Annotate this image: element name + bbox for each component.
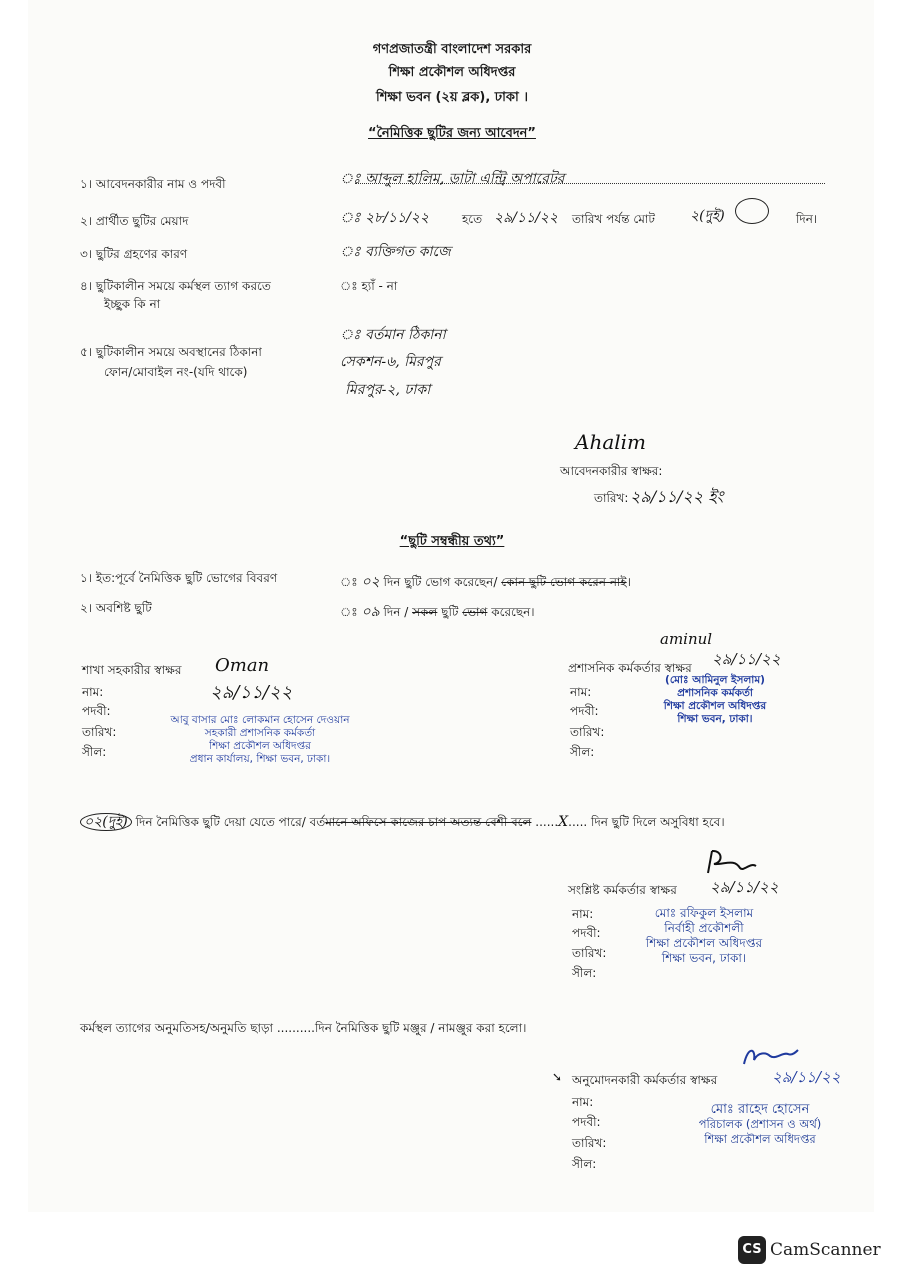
applicant-date: ২৯/১১/২২ ইং	[630, 487, 724, 506]
stamp-designation: প্রশাসনিক কর্মকর্তা	[677, 687, 753, 699]
leave-taken-text: দিন ছুটি ভোগ করেছেন/	[383, 575, 498, 589]
remaining-strike-2: ভোগ	[462, 605, 488, 619]
recommendation-line	[80, 810, 725, 834]
concerned-officer-signature	[700, 848, 760, 878]
q3-answer: ঃ ব্যক্তিগত কাজে	[340, 244, 451, 260]
admin-officer-sig-label: প্রশাসনিক কর্মকর্তার স্বাক্ষর	[568, 661, 692, 675]
approver-seal-label: সীল:	[572, 1157, 597, 1171]
leave-taken-count: ০২	[361, 574, 380, 590]
concerned-officer-designation-label: পদবী:	[572, 926, 601, 940]
stamp-office: শিক্ষা প্রকৌশল অধিদপ্তর	[663, 700, 767, 712]
approver-sig-date: ২৯/১১/২২	[772, 1068, 841, 1086]
leave-history-prefix: ঃ	[340, 575, 358, 589]
remaining-text-2: ছুটি	[441, 605, 459, 619]
recommendation-strike: মানে অফিসে কাজের চাপ অত্যন্ত বেশী বলে	[325, 815, 532, 829]
concerned-officer-stamp	[614, 906, 794, 966]
section-assistant-sig-label: শাখা সহকারীর স্বাক্ষর	[82, 663, 182, 677]
admin-officer-date-label: তারিখ:	[570, 725, 605, 739]
stamp-office: শিক্ষা প্রকৌশল অধিদপ্তর	[704, 1132, 816, 1146]
stamp-address: শিক্ষা ভবন, ঢাকা।	[661, 951, 747, 965]
q2-total-days: ২(দুই)	[690, 208, 725, 224]
q2-to-date: ২৯/১১/২২	[494, 210, 558, 226]
recommendation-text-1: দিন নৈমিত্তিক ছুটি দেয়া যেতে পারে/ বর্ত	[135, 815, 326, 829]
sanction-line: কর্মস্থল ত্যাগের অনুমতিসহ/অনুমতি ছাড়া ..........দিন নৈমিত্তিক ছুটি মঞ্জুর / নামঞ্জুর করা হলো।	[80, 1021, 527, 1035]
stamp-designation: পরিচালক (প্রশাসন ও অর্থ)	[698, 1117, 822, 1131]
camscanner-label: CamScanner	[770, 1240, 881, 1260]
remaining-strike-1: সকল	[412, 605, 438, 619]
applicant-signature-label: আবেদনকারীর স্বাক্ষর:	[560, 464, 663, 478]
q2-to-label: তারিখ পর্যন্ত মোট	[572, 212, 655, 226]
concerned-officer-date-label: তারিখ:	[572, 946, 607, 960]
q1-answer: ঃ আব্দুল হালিম, ডাটা এন্ট্রি অপারেটর	[340, 171, 565, 187]
recommendation-dots: ......	[535, 815, 559, 829]
stamp-address: শিক্ষা ভবন, ঢাকা।	[677, 713, 753, 725]
admin-officer-name-label: নাম:	[570, 685, 592, 699]
stamp-designation: সহকারী প্রশাসনিক কর্মকর্তা	[204, 727, 316, 739]
recommendation-text-3: ..... দিন ছুটি দিলে অসুবিধা হবে।	[568, 815, 725, 829]
stamp-name: মোঃ রাহেদ হোসেন	[710, 1102, 810, 1117]
concerned-officer-seal-label: সীল:	[572, 966, 597, 980]
approver-name-label: নাম:	[572, 1095, 594, 1109]
admin-officer-signature: aminul	[660, 630, 713, 648]
stamp-designation: নির্বাহী প্রকৌশলী	[664, 921, 744, 935]
q2-days-unit: দিন।	[796, 212, 818, 226]
remaining-leave-value	[340, 600, 535, 624]
applicant-signature: Ahalim	[575, 430, 647, 454]
q5-label-line2: ফোন/মোবাইল নং-(যদি থাকে)	[104, 365, 248, 379]
q4-answer: ঃ হ্যাঁ - না	[340, 279, 398, 293]
leave-history-end: ।	[626, 575, 631, 589]
section-assistant-seal-label: সীল:	[82, 745, 107, 759]
q1-label: ১। আবেদনকারীর নাম ও পদবী	[80, 177, 226, 191]
q2-circle-mark	[735, 198, 769, 224]
remaining-count: ০৯	[361, 604, 380, 620]
remaining-text: দিন /	[383, 605, 409, 619]
applicant-date-label: তারিখ:	[594, 491, 629, 505]
stamp-name: আবু বাসার মোঃ লোকমান হোসেন দেওয়ান	[170, 714, 350, 726]
approver-date-label: তারিখ:	[572, 1136, 607, 1150]
stamp-office: শিক্ষা প্রকৌশল অধিদপ্তর	[645, 936, 763, 950]
concerned-officer-sig-date: ২৯/১১/২২	[710, 878, 779, 896]
section-assistant-stamp	[160, 714, 360, 766]
q2-from-date: ঃ ২৮/১১/২২	[340, 210, 430, 226]
section-assistant-designation-label: পদবী:	[82, 704, 111, 718]
q2-from-label: হতে	[462, 212, 483, 226]
header-line-2: শিক্ষা প্রকৌশল অধিদপ্তর	[388, 65, 516, 80]
leave-none-struck: কোন ছুটি ভোগ করেন নাই	[501, 575, 627, 589]
stamp-name: মোঃ রফিকুল ইসলাম	[654, 906, 754, 920]
q5-address-line1: ঃ বর্তমান ঠিকানা	[340, 327, 446, 343]
q2-label: ২। প্রার্থীত ছুটির মেয়াদ	[80, 214, 189, 228]
approver-sig-label: অনুমোদনকারী কর্মকর্তার স্বাক্ষর	[572, 1073, 718, 1087]
leave-history-label: ১। ইত:পূর্বে নৈমিত্তিক ছুটি ভোগের বিবরণ	[80, 571, 278, 585]
recommendation-value-2: X	[558, 814, 569, 830]
approver-stamp	[660, 1102, 860, 1147]
leave-history-value	[340, 570, 631, 594]
q4-label-line1: ৪। ছুটিকালীন সময়ে কর্মস্থল ত্যাগ করতে	[80, 279, 271, 293]
q5-label-line1: ৫। ছুটিকালীন সময়ে অবস্থানের ঠিকানা	[80, 345, 262, 359]
stamp-office: শিক্ষা প্রকৌশল অধিদপ্তর	[209, 740, 311, 752]
stamp-address: প্রধান কার্যালয়, শিক্ষা ভবন, ঢাকা।	[189, 753, 331, 765]
header-line-3: শিক্ষা ভবন (২য় ব্লক), ঢাকা ।	[376, 90, 528, 105]
approver-designation-label: পদবী:	[572, 1115, 601, 1129]
q5-address-line3: মিরপুর-২, ঢাকা	[345, 382, 431, 398]
remaining-text-3: করেছেন।	[491, 605, 535, 619]
approver-arrow: ➘	[552, 1070, 563, 1084]
section-assistant-sig-date: ২৯/১১/২২	[210, 682, 293, 703]
leave-info-title: “ছুটি সম্বন্ধীয় তথ্য”	[399, 534, 505, 549]
form-title: “নৈমিত্তিক ছুটির জন্য আবেদন”	[368, 126, 536, 141]
section-assistant-date-label: তারিখ:	[82, 725, 117, 739]
q5-address-line2: সেকশন-৬, মিরপুর	[340, 354, 441, 370]
q1-dotted-line	[355, 183, 825, 184]
stamp-name: (মোঃ আমিনুল ইসলাম)	[665, 674, 765, 686]
admin-officer-sig-date: ২৯/১১/২২	[712, 650, 781, 668]
camscanner-logo-icon: CS	[738, 1236, 766, 1264]
admin-officer-stamp	[630, 674, 800, 726]
q4-label-line2: ইচ্ছুক কি না	[104, 297, 161, 311]
recommended-days: ০২(দুই)	[80, 813, 132, 831]
remaining-leave-label: ২। অবশিষ্ট ছুটি	[80, 601, 152, 615]
section-assistant-name-label: নাম:	[82, 685, 104, 699]
section-assistant-signature: Oman	[215, 655, 270, 676]
admin-officer-seal-label: সীল:	[570, 745, 595, 759]
q3-label: ৩। ছুটির গ্রহণের কারণ	[80, 247, 188, 261]
concerned-officer-name-label: নাম:	[572, 907, 594, 921]
admin-officer-designation-label: পদবী:	[570, 704, 599, 718]
header-line-1: গণপ্রজাতন্ত্রী বাংলাদেশ সরকার	[372, 42, 532, 57]
concerned-officer-sig-label: সংশ্লিষ্ট কর্মকর্তার স্বাক্ষর	[568, 883, 677, 897]
remaining-prefix: ঃ	[340, 605, 358, 619]
